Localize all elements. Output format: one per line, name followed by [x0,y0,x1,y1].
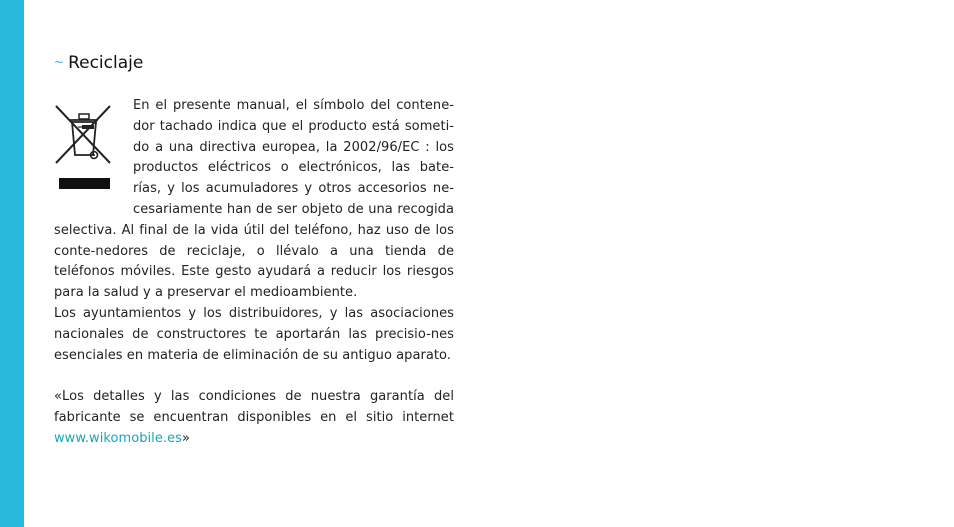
paragraph-gap [54,366,454,387]
paragraph-directive: En el presente manual, el símbolo del contene-dor tachado indica que el producto está someti-do a una directiva europea, la 2002/96/EC : los productos eléctricos o electrónicos, las bate-rías, y los acumuladores y otros accesorios ne-cesariamente han de ser objeto de una recogida selectiva. Al final de la vida útil del teléfono, haz uso de los conte-nedores de reciclaje, o llévalo a una tienda de teléfonos móviles. Este gesto ayudará a reducir los riesgos para la salud y a preservar el medioambiente. [54,98,454,301]
icon-text-wrap-spacer [54,96,133,200]
recycling-text [54,96,454,450]
warranty-text: «Los detalles y las condiciones de nuestra garantía del fabricante se encuentran disponibles en el sitio internet [54,389,454,425]
heading-tilde: ~ [54,55,65,69]
section-heading [54,52,143,75]
website-link[interactable]: www.wikomobile.es [54,430,182,446]
paragraph-warranty [54,387,454,449]
paragraph-distributors: Los ayuntamientos y los distribuidores, y las asociaciones nacionales de constructores te aportarán las precisio-nes esenciales en materia de eliminación de su antiguo aparato. [54,305,454,363]
heading-title: Reciclaje [68,53,144,73]
side-accent-bar [0,0,24,527]
warranty-closing-quote: » [181,430,190,446]
